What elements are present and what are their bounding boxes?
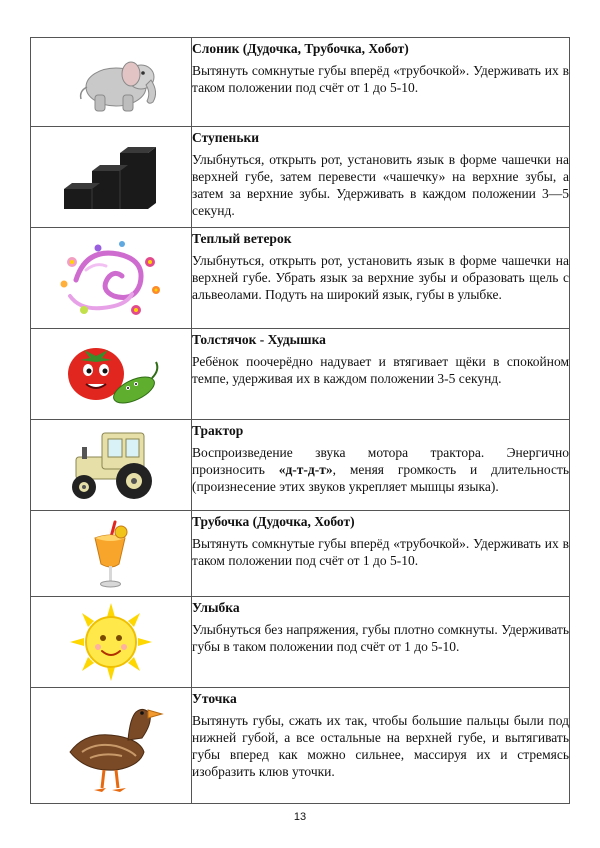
exercise-title: Ступеньки <box>192 130 260 145</box>
exercise-description: Вытянуть сомкнутые губы вперёд «трубочкой». Удерживать их в таком положении под счёт от 1 до 5-10. <box>192 536 569 568</box>
table-row <box>31 228 570 329</box>
exercise-title: Слоник (Дудочка, Трубочка, Хобот) <box>192 41 409 56</box>
exercise-title: Трактор <box>192 423 244 438</box>
sun-icon <box>68 601 154 683</box>
exercise-title: Толстячок - Худышка <box>192 332 326 347</box>
exercise-description: Вытянуть губы, сжать их так, чтобы большие пальцы были под нижней губой, а все остальные на верхней губе, и вытягивать губы вперед как можно сильнее, массируя их и стремясь изобразить клюв уточки. <box>192 713 569 779</box>
exercise-description: Вытянуть сомкнутые губы вперёд «трубочкой». Удерживать их в таком положении под счёт от 1 до 5-10. <box>192 63 569 95</box>
wind-swirl-icon <box>56 236 166 320</box>
elephant-icon <box>61 47 161 117</box>
exercise-description: Улыбнуться, открыть рот, установить язык в форме чашечки на верхней губе, затем перевести «чашечку» на верхние зубы, а затем за верхние зубы. Удерживать в каждом положении 3—5 секунд. <box>192 152 569 218</box>
exercise-text-cell <box>192 597 570 688</box>
exercise-description: Ребёнок поочерёдно надувает и втягивает щёки в спокойном темпе, удерживая их в каждом положении 3-5 секунд. <box>192 354 569 386</box>
table-row <box>31 597 570 688</box>
tomato-cucumber-icon <box>56 338 166 410</box>
picture-cell <box>31 38 192 127</box>
exercise-title: Трубочка (Дудочка, Хобот) <box>192 514 355 529</box>
table-row <box>31 38 570 127</box>
picture-cell <box>31 228 192 329</box>
exercise-text-cell <box>192 228 570 329</box>
picture-cell <box>31 688 192 804</box>
duck-icon <box>56 694 166 798</box>
exercise-description: Улыбнуться, открыть рот, установить язык в форме чашечки на верхней губе. Убрать язык за верхние зубы и образовать щель с альвеолами. Подуть на широкий язык, губы в улыбке. <box>192 253 569 302</box>
exercise-text-cell <box>192 420 570 511</box>
table-row <box>31 127 570 228</box>
exercise-title: Уточка <box>192 691 237 706</box>
picture-cell <box>31 420 192 511</box>
cocktail-straw-icon <box>81 516 141 592</box>
picture-cell <box>31 127 192 228</box>
exercise-text-cell <box>192 329 570 420</box>
exercise-title: Улыбка <box>192 600 240 615</box>
exercise-text-cell <box>192 511 570 597</box>
exercise-title: Теплый ветерок <box>192 231 292 246</box>
table-row <box>31 688 570 804</box>
exercise-text-cell <box>192 38 570 127</box>
tractor-icon <box>56 427 166 503</box>
sound-sequence: «д-т-д-т» <box>278 462 333 477</box>
picture-cell <box>31 511 192 597</box>
table-row <box>31 420 570 511</box>
stairs-icon <box>56 141 166 213</box>
exercise-description: Улыбнуться без напряжения, губы плотно сомкнуты. Удерживать губы в таком положении под счёт от 1 до 5-10. <box>192 622 569 654</box>
exercise-text-cell <box>192 688 570 804</box>
exercise-description: Воспроизведение звука мотора трактора. Энергично произносить «д-т-д-т», меняя громкость и длительность (произнесение этих звуков укрепляет мышцы языка). <box>192 445 569 494</box>
page-number: 13 <box>293 811 307 823</box>
picture-cell <box>31 597 192 688</box>
exercise-table <box>30 37 570 804</box>
exercise-text-cell <box>192 127 570 228</box>
table-row <box>31 511 570 597</box>
picture-cell <box>31 329 192 420</box>
table-row <box>31 329 570 420</box>
